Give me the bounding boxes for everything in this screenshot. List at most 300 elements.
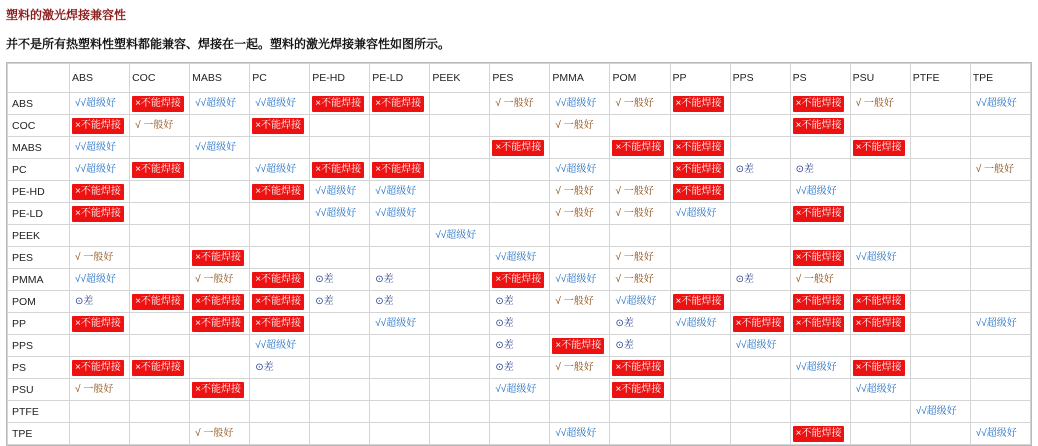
compatibility-cell bbox=[730, 401, 790, 423]
compatibility-badge-good: √ 一般好 bbox=[555, 295, 594, 307]
compatibility-cell bbox=[310, 313, 370, 335]
compatibility-cell bbox=[250, 357, 310, 379]
compatibility-cell bbox=[490, 313, 550, 335]
compatibility-cell bbox=[430, 203, 490, 225]
compatibility-cell bbox=[310, 247, 370, 269]
compatibility-cell bbox=[190, 291, 250, 313]
compatibility-badge-none: ×不能焊接 bbox=[72, 360, 124, 376]
row-header: POM bbox=[8, 291, 70, 313]
compatibility-cell bbox=[310, 357, 370, 379]
compatibility-badge-good: √ 一般好 bbox=[615, 251, 654, 263]
compatibility-cell bbox=[610, 159, 670, 181]
compatibility-cell bbox=[730, 181, 790, 203]
compatibility-cell bbox=[190, 159, 250, 181]
compatibility-badge-poor: ⊙差 bbox=[75, 295, 94, 307]
compatibility-cell bbox=[70, 93, 130, 115]
compatibility-cell bbox=[250, 115, 310, 137]
compatibility-cell bbox=[610, 225, 670, 247]
compatibility-cell bbox=[610, 335, 670, 357]
compatibility-cell bbox=[850, 335, 910, 357]
compatibility-badge-none: ×不能焊接 bbox=[72, 206, 124, 222]
compatibility-cell bbox=[430, 423, 490, 445]
compatibility-badge-none: ×不能焊接 bbox=[72, 118, 124, 134]
column-header: PC bbox=[250, 64, 310, 93]
compatibility-cell bbox=[910, 93, 970, 115]
compatibility-cell bbox=[190, 335, 250, 357]
table-header bbox=[8, 64, 1031, 93]
compatibility-cell bbox=[130, 115, 190, 137]
table-row bbox=[8, 291, 1031, 313]
compatibility-cell bbox=[310, 423, 370, 445]
compatibility-badge-none: ×不能焊接 bbox=[312, 96, 364, 112]
compatibility-cell bbox=[130, 137, 190, 159]
compatibility-cell bbox=[610, 291, 670, 313]
compatibility-badge-poor: ⊙差 bbox=[795, 163, 814, 175]
compatibility-cell bbox=[850, 181, 910, 203]
compatibility-cell bbox=[70, 401, 130, 423]
row-header: PPS bbox=[8, 335, 70, 357]
compatibility-cell bbox=[250, 225, 310, 247]
column-header: COC bbox=[130, 64, 190, 93]
table-row bbox=[8, 269, 1031, 291]
compatibility-badge-none: ×不能焊接 bbox=[192, 294, 244, 310]
compatibility-cell bbox=[70, 115, 130, 137]
compatibility-cell bbox=[250, 93, 310, 115]
column-header: PES bbox=[490, 64, 550, 93]
compatibility-cell bbox=[370, 137, 430, 159]
row-header: MABS bbox=[8, 137, 70, 159]
compatibility-badge-none: ×不能焊接 bbox=[673, 96, 725, 112]
compatibility-cell bbox=[910, 335, 970, 357]
compatibility-cell bbox=[670, 357, 730, 379]
row-header: PP bbox=[8, 313, 70, 335]
row-header: TPE bbox=[8, 423, 70, 445]
row-header: PEEK bbox=[8, 225, 70, 247]
compatibility-cell bbox=[850, 159, 910, 181]
compatibility-cell bbox=[370, 335, 430, 357]
compatibility-cell bbox=[490, 401, 550, 423]
compatibility-cell bbox=[970, 335, 1030, 357]
compatibility-cell bbox=[790, 181, 850, 203]
table-row bbox=[8, 159, 1031, 181]
compatibility-cell bbox=[730, 159, 790, 181]
compatibility-cell bbox=[790, 357, 850, 379]
compatibility-cell bbox=[490, 335, 550, 357]
compatibility-cell bbox=[370, 93, 430, 115]
compatibility-cell bbox=[550, 159, 610, 181]
table-row bbox=[8, 313, 1031, 335]
compatibility-cell bbox=[190, 181, 250, 203]
compatibility-cell bbox=[430, 379, 490, 401]
compatibility-badge-excellent: √√超级好 bbox=[975, 97, 1017, 109]
compatibility-table bbox=[7, 63, 1031, 445]
compatibility-cell bbox=[970, 137, 1030, 159]
compatibility-cell bbox=[70, 181, 130, 203]
compatibility-cell bbox=[910, 137, 970, 159]
compatibility-cell bbox=[430, 291, 490, 313]
compatibility-cell bbox=[670, 291, 730, 313]
compatibility-badge-none: ×不能焊接 bbox=[72, 184, 124, 200]
row-header: PMMA bbox=[8, 269, 70, 291]
compatibility-badge-none: ×不能焊接 bbox=[492, 272, 544, 288]
compatibility-cell bbox=[730, 269, 790, 291]
compatibility-table-wrapper bbox=[6, 62, 1032, 446]
compatibility-badge-none: ×不能焊接 bbox=[733, 316, 785, 332]
compatibility-badge-none: ×不能焊接 bbox=[673, 294, 725, 310]
compatibility-badge-excellent: √√超级好 bbox=[255, 97, 297, 109]
compatibility-cell bbox=[370, 181, 430, 203]
compatibility-cell bbox=[70, 313, 130, 335]
table-header-row bbox=[8, 64, 1031, 93]
compatibility-badge-poor: ⊙差 bbox=[495, 317, 514, 329]
compatibility-badge-excellent: √√超级好 bbox=[375, 317, 417, 329]
compatibility-cell bbox=[430, 225, 490, 247]
compatibility-badge-poor: ⊙差 bbox=[315, 295, 334, 307]
compatibility-badge-none: ×不能焊接 bbox=[132, 162, 184, 178]
compatibility-badge-excellent: √√超级好 bbox=[855, 383, 897, 395]
compatibility-cell bbox=[850, 291, 910, 313]
compatibility-cell bbox=[790, 313, 850, 335]
compatibility-cell bbox=[790, 291, 850, 313]
compatibility-badge-good: √ 一般好 bbox=[135, 119, 174, 131]
compatibility-cell bbox=[250, 137, 310, 159]
compatibility-cell bbox=[970, 357, 1030, 379]
compatibility-cell bbox=[490, 269, 550, 291]
compatibility-cell bbox=[970, 291, 1030, 313]
column-header: MABS bbox=[190, 64, 250, 93]
table-row bbox=[8, 379, 1031, 401]
compatibility-cell bbox=[430, 313, 490, 335]
compatibility-cell bbox=[490, 247, 550, 269]
compatibility-cell bbox=[310, 203, 370, 225]
compatibility-cell bbox=[190, 401, 250, 423]
compatibility-cell bbox=[70, 357, 130, 379]
page-title: 塑料的激光焊接兼容性 bbox=[6, 8, 127, 22]
compatibility-badge-none: ×不能焊接 bbox=[673, 162, 725, 178]
compatibility-cell bbox=[550, 115, 610, 137]
compatibility-cell bbox=[850, 137, 910, 159]
compatibility-cell bbox=[310, 115, 370, 137]
compatibility-cell bbox=[190, 115, 250, 137]
compatibility-badge-poor: ⊙差 bbox=[255, 361, 274, 373]
compatibility-cell bbox=[490, 357, 550, 379]
compatibility-badge-poor: ⊙差 bbox=[375, 295, 394, 307]
table-row bbox=[8, 137, 1031, 159]
compatibility-cell bbox=[970, 401, 1030, 423]
compatibility-cell bbox=[370, 269, 430, 291]
compatibility-cell bbox=[730, 115, 790, 137]
compatibility-cell bbox=[130, 247, 190, 269]
compatibility-cell bbox=[490, 93, 550, 115]
compatibility-cell bbox=[70, 225, 130, 247]
compatibility-badge-none: ×不能焊接 bbox=[793, 206, 845, 222]
compatibility-badge-excellent: √√超级好 bbox=[555, 97, 597, 109]
compatibility-badge-good: √ 一般好 bbox=[615, 207, 654, 219]
column-header: PE-HD bbox=[310, 64, 370, 93]
compatibility-badge-excellent: √√超级好 bbox=[75, 141, 117, 153]
compatibility-cell bbox=[970, 203, 1030, 225]
compatibility-badge-good: √ 一般好 bbox=[495, 97, 534, 109]
compatibility-cell bbox=[130, 313, 190, 335]
compatibility-cell bbox=[130, 379, 190, 401]
compatibility-cell bbox=[910, 313, 970, 335]
compatibility-cell bbox=[550, 137, 610, 159]
compatibility-cell bbox=[370, 379, 430, 401]
compatibility-cell bbox=[550, 291, 610, 313]
compatibility-cell bbox=[310, 379, 370, 401]
compatibility-cell bbox=[670, 247, 730, 269]
compatibility-cell bbox=[790, 93, 850, 115]
compatibility-cell bbox=[550, 203, 610, 225]
compatibility-badge-poor: ⊙差 bbox=[615, 317, 634, 329]
column-header: ABS bbox=[70, 64, 130, 93]
compatibility-cell bbox=[550, 225, 610, 247]
compatibility-cell bbox=[70, 335, 130, 357]
compatibility-cell bbox=[370, 203, 430, 225]
compatibility-cell bbox=[250, 203, 310, 225]
compatibility-cell bbox=[730, 335, 790, 357]
compatibility-cell bbox=[490, 423, 550, 445]
compatibility-cell bbox=[190, 379, 250, 401]
table-row bbox=[8, 401, 1031, 423]
compatibility-badge-none: ×不能焊接 bbox=[612, 382, 664, 398]
table-row bbox=[8, 335, 1031, 357]
compatibility-cell bbox=[550, 93, 610, 115]
compatibility-cell bbox=[370, 115, 430, 137]
row-header: PES bbox=[8, 247, 70, 269]
compatibility-cell bbox=[790, 137, 850, 159]
compatibility-badge-poor: ⊙差 bbox=[315, 273, 334, 285]
compatibility-cell bbox=[610, 93, 670, 115]
compatibility-cell bbox=[70, 203, 130, 225]
compatibility-cell bbox=[550, 335, 610, 357]
column-header: PTFE bbox=[910, 64, 970, 93]
compatibility-cell bbox=[730, 203, 790, 225]
compatibility-badge-excellent: √√超级好 bbox=[975, 317, 1017, 329]
compatibility-cell bbox=[70, 423, 130, 445]
column-header: TPE bbox=[970, 64, 1030, 93]
compatibility-badge-good: √ 一般好 bbox=[195, 427, 234, 439]
compatibility-cell bbox=[670, 203, 730, 225]
compatibility-cell bbox=[190, 423, 250, 445]
compatibility-badge-poor: ⊙差 bbox=[495, 339, 514, 351]
compatibility-cell bbox=[250, 313, 310, 335]
compatibility-cell bbox=[370, 313, 430, 335]
compatibility-cell bbox=[130, 159, 190, 181]
compatibility-cell bbox=[250, 159, 310, 181]
table-row bbox=[8, 203, 1031, 225]
compatibility-badge-none: ×不能焊接 bbox=[612, 360, 664, 376]
compatibility-cell bbox=[490, 225, 550, 247]
compatibility-cell bbox=[310, 335, 370, 357]
compatibility-cell bbox=[790, 247, 850, 269]
compatibility-cell bbox=[910, 247, 970, 269]
compatibility-badge-excellent: √√超级好 bbox=[615, 295, 657, 307]
compatibility-cell bbox=[70, 379, 130, 401]
compatibility-badge-none: ×不能焊接 bbox=[252, 316, 304, 332]
compatibility-cell bbox=[910, 269, 970, 291]
compatibility-cell bbox=[610, 401, 670, 423]
compatibility-cell bbox=[790, 423, 850, 445]
compatibility-cell bbox=[970, 313, 1030, 335]
compatibility-cell bbox=[190, 203, 250, 225]
table-corner-cell bbox=[8, 64, 70, 93]
compatibility-cell bbox=[910, 159, 970, 181]
compatibility-cell bbox=[250, 247, 310, 269]
compatibility-cell bbox=[910, 291, 970, 313]
compatibility-cell bbox=[190, 313, 250, 335]
column-header: POM bbox=[610, 64, 670, 93]
compatibility-cell bbox=[430, 137, 490, 159]
compatibility-cell bbox=[970, 93, 1030, 115]
compatibility-badge-good: √ 一般好 bbox=[615, 185, 654, 197]
compatibility-badge-none: ×不能焊接 bbox=[192, 382, 244, 398]
column-header: PP bbox=[670, 64, 730, 93]
compatibility-badge-excellent: √√超级好 bbox=[75, 273, 117, 285]
compatibility-cell bbox=[430, 159, 490, 181]
compatibility-cell bbox=[130, 357, 190, 379]
compatibility-cell bbox=[190, 225, 250, 247]
compatibility-badge-poor: ⊙差 bbox=[495, 361, 514, 373]
compatibility-badge-excellent: √√超级好 bbox=[735, 339, 777, 351]
compatibility-cell bbox=[910, 379, 970, 401]
compatibility-cell bbox=[670, 137, 730, 159]
compatibility-badge-excellent: √√超级好 bbox=[555, 163, 597, 175]
compatibility-cell bbox=[730, 357, 790, 379]
compatibility-cell bbox=[430, 357, 490, 379]
compatibility-cell bbox=[850, 423, 910, 445]
compatibility-cell bbox=[310, 269, 370, 291]
compatibility-cell bbox=[430, 401, 490, 423]
compatibility-cell bbox=[370, 159, 430, 181]
compatibility-cell bbox=[250, 379, 310, 401]
row-header: PTFE bbox=[8, 401, 70, 423]
compatibility-badge-none: ×不能焊接 bbox=[312, 162, 364, 178]
compatibility-badge-none: ×不能焊接 bbox=[252, 184, 304, 200]
compatibility-badge-excellent: √√超级好 bbox=[195, 97, 237, 109]
compatibility-cell bbox=[310, 137, 370, 159]
compatibility-cell bbox=[850, 313, 910, 335]
compatibility-badge-none: ×不能焊接 bbox=[192, 316, 244, 332]
compatibility-cell bbox=[550, 379, 610, 401]
compatibility-badge-good: √ 一般好 bbox=[555, 119, 594, 131]
compatibility-cell bbox=[490, 159, 550, 181]
compatibility-badge-none: ×不能焊接 bbox=[793, 316, 845, 332]
compatibility-badge-excellent: √√超级好 bbox=[675, 207, 717, 219]
compatibility-cell bbox=[250, 269, 310, 291]
compatibility-cell bbox=[70, 137, 130, 159]
compatibility-cell bbox=[430, 93, 490, 115]
compatibility-cell bbox=[550, 313, 610, 335]
compatibility-cell bbox=[670, 401, 730, 423]
table-row bbox=[8, 225, 1031, 247]
compatibility-badge-excellent: √√超级好 bbox=[375, 207, 417, 219]
compatibility-badge-excellent: √√超级好 bbox=[435, 229, 477, 241]
compatibility-cell bbox=[730, 137, 790, 159]
compatibility-badge-none: ×不能焊接 bbox=[192, 250, 244, 266]
compatibility-cell bbox=[550, 423, 610, 445]
compatibility-cell bbox=[910, 115, 970, 137]
compatibility-cell bbox=[130, 423, 190, 445]
compatibility-badge-good: √ 一般好 bbox=[75, 251, 114, 263]
compatibility-cell bbox=[430, 181, 490, 203]
compatibility-cell bbox=[190, 357, 250, 379]
compatibility-badge-none: ×不能焊接 bbox=[793, 426, 845, 442]
compatibility-cell bbox=[490, 137, 550, 159]
column-header: PE-LD bbox=[370, 64, 430, 93]
table-row bbox=[8, 357, 1031, 379]
compatibility-cell bbox=[730, 93, 790, 115]
compatibility-badge-none: ×不能焊接 bbox=[793, 250, 845, 266]
compatibility-cell bbox=[190, 269, 250, 291]
compatibility-cell bbox=[250, 335, 310, 357]
compatibility-badge-excellent: √√超级好 bbox=[495, 383, 537, 395]
compatibility-cell bbox=[370, 291, 430, 313]
compatibility-cell bbox=[310, 401, 370, 423]
compatibility-cell bbox=[850, 357, 910, 379]
compatibility-cell bbox=[430, 269, 490, 291]
compatibility-cell bbox=[910, 357, 970, 379]
compatibility-cell bbox=[430, 115, 490, 137]
compatibility-badge-none: ×不能焊接 bbox=[252, 294, 304, 310]
compatibility-badge-good: √ 一般好 bbox=[975, 163, 1015, 175]
compatibility-cell bbox=[970, 225, 1030, 247]
compatibility-cell bbox=[130, 401, 190, 423]
compatibility-badge-none: ×不能焊接 bbox=[673, 184, 725, 200]
compatibility-cell bbox=[190, 137, 250, 159]
compatibility-cell bbox=[970, 423, 1030, 445]
compatibility-badge-none: ×不能焊接 bbox=[132, 360, 184, 376]
compatibility-badge-poor: ⊙差 bbox=[495, 295, 514, 307]
table-row bbox=[8, 181, 1031, 203]
compatibility-badge-good: √ 一般好 bbox=[555, 185, 594, 197]
compatibility-badge-excellent: √√超级好 bbox=[255, 339, 297, 351]
compatibility-cell bbox=[610, 115, 670, 137]
compatibility-cell bbox=[910, 423, 970, 445]
compatibility-badge-none: ×不能焊接 bbox=[372, 96, 424, 112]
compatibility-cell bbox=[310, 291, 370, 313]
row-header: COC bbox=[8, 115, 70, 137]
column-header: PMMA bbox=[550, 64, 610, 93]
compatibility-cell bbox=[850, 379, 910, 401]
compatibility-cell bbox=[670, 379, 730, 401]
compatibility-cell bbox=[790, 401, 850, 423]
compatibility-cell bbox=[130, 203, 190, 225]
compatibility-cell bbox=[610, 181, 670, 203]
compatibility-cell bbox=[250, 181, 310, 203]
compatibility-cell bbox=[790, 225, 850, 247]
compatibility-cell bbox=[910, 181, 970, 203]
compatibility-cell bbox=[430, 335, 490, 357]
compatibility-cell bbox=[550, 401, 610, 423]
compatibility-badge-none: ×不能焊接 bbox=[72, 316, 124, 332]
compatibility-badge-good: √ 一般好 bbox=[555, 361, 594, 373]
compatibility-badge-none: ×不能焊接 bbox=[793, 118, 845, 134]
table-body bbox=[8, 93, 1031, 445]
compatibility-cell bbox=[130, 291, 190, 313]
compatibility-cell bbox=[610, 269, 670, 291]
compatibility-cell bbox=[310, 181, 370, 203]
row-header: PE-HD bbox=[8, 181, 70, 203]
compatibility-badge-none: ×不能焊接 bbox=[673, 140, 725, 156]
compatibility-cell bbox=[910, 203, 970, 225]
compatibility-badge-good: √ 一般好 bbox=[195, 273, 234, 285]
compatibility-badge-none: ×不能焊接 bbox=[853, 360, 905, 376]
compatibility-badge-poor: ⊙差 bbox=[375, 273, 394, 285]
compatibility-cell bbox=[670, 159, 730, 181]
compatibility-badge-poor: ⊙差 bbox=[735, 273, 754, 285]
compatibility-badge-none: ×不能焊接 bbox=[492, 140, 544, 156]
